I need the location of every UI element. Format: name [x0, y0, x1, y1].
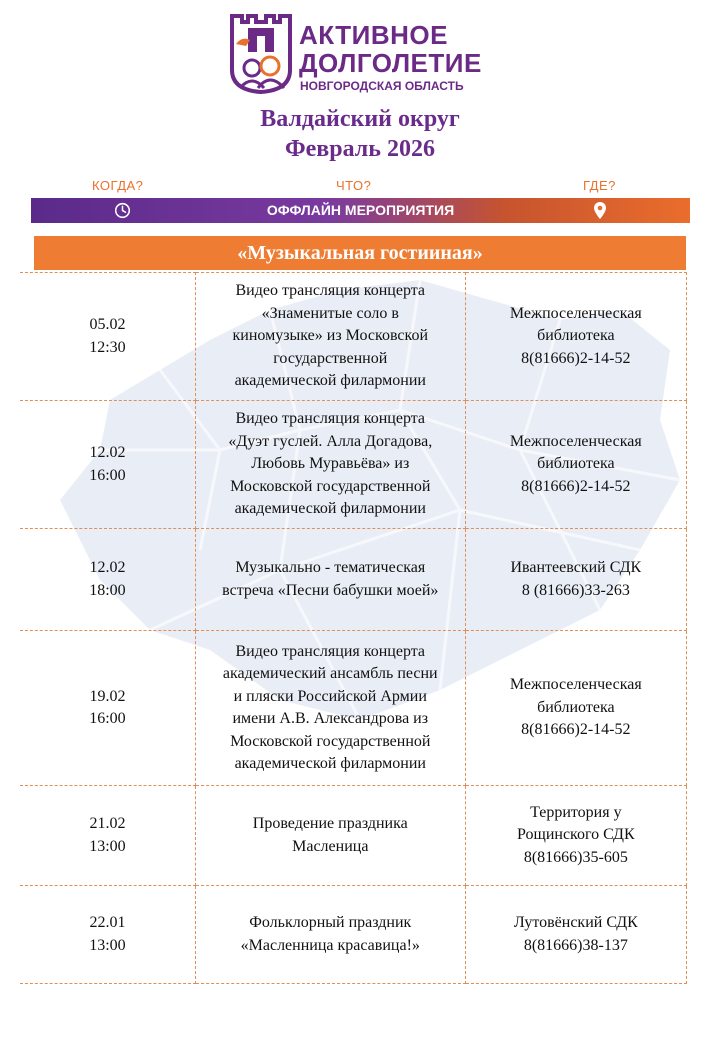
event-place: Межпоселенческая библиотека 8(81666)2-14-52 [465, 631, 686, 786]
event-date: 12.02 [89, 559, 126, 576]
logo [228, 10, 498, 94]
event-datetime [20, 886, 195, 984]
table-row [20, 886, 687, 984]
where-label: ГДЕ? [583, 178, 616, 193]
event-date: 22.01 [89, 914, 126, 931]
section-title: «Музыкальная гостииная» [34, 236, 686, 270]
event-date: 05.02 [89, 316, 126, 333]
when-label: КОГДА? [92, 178, 144, 193]
event-time: 12:30 [89, 338, 126, 356]
event-datetime [20, 273, 195, 401]
event-place: Межпоселенческая библиотека 8(81666)2-14-52 [465, 273, 686, 401]
band-label: ОФФЛАЙН МЕРОПРИЯТИЯ [266, 202, 455, 218]
event-time: 16:00 [89, 466, 126, 484]
event-datetime [20, 631, 195, 786]
event-title: Фольклорный праздник «Масленница красавица!» [195, 886, 465, 984]
event-title: Видео трансляция концерта академический ансамбль песни и пляски Российской Армии имени А.В. Александрова из Московской государственной академической филармонии [195, 631, 465, 786]
table-row [20, 529, 687, 631]
offline-events-band [31, 198, 690, 223]
period-title: Февраль 2026 [285, 136, 435, 162]
logo-title-line1: АКТИВНОЕ [299, 20, 448, 50]
event-time: 13:00 [89, 837, 126, 855]
event-title: Проведение праздника Масленица [195, 786, 465, 886]
what-label: ЧТО? [336, 178, 372, 193]
table-row [20, 631, 687, 786]
event-title: Музыкально - тематическая встреча «Песни бабушки моей» [195, 529, 465, 631]
event-title: Видео трансляция концерта «Дуэт гуслей. Алла Догадова, Любовь Муравьёва» из Московской государственной академической филармонии [195, 401, 465, 529]
event-time: 13:00 [89, 936, 126, 954]
event-time: 18:00 [89, 581, 126, 599]
event-title: Видео трансляция концерта «Знаменитые соло в киномузыке» из Московской государственной академической филармонии [195, 273, 465, 401]
event-date: 21.02 [89, 815, 126, 832]
event-datetime [20, 529, 195, 631]
event-place: Территория у Рощинского СДК 8(81666)35-605 [465, 786, 686, 886]
event-datetime [20, 401, 195, 529]
event-place: Ивантеевский СДК 8 (81666)33-263 [465, 529, 686, 631]
events-table [20, 272, 687, 984]
table-row [20, 786, 687, 886]
logo-region: НОВГОРОДСКАЯ ОБЛАСТЬ [300, 79, 464, 93]
event-date: 12.02 [89, 444, 126, 461]
table-row [20, 401, 687, 529]
event-date: 19.02 [89, 687, 126, 705]
location-pin-icon [593, 201, 607, 220]
district-title: Валдайский округ [260, 106, 460, 132]
event-place: Лутовёнский СДК 8(81666)38-137 [465, 886, 686, 984]
event-place: Межпоселенческая библиотека 8(81666)2-14-52 [465, 401, 686, 529]
event-datetime [20, 786, 195, 886]
logo-title-line2: ДОЛГОЛЕТИЕ [299, 48, 482, 78]
kremlin-couple-emblem-icon [228, 10, 294, 94]
event-time: 16:00 [89, 710, 126, 727]
table-row [20, 273, 687, 401]
